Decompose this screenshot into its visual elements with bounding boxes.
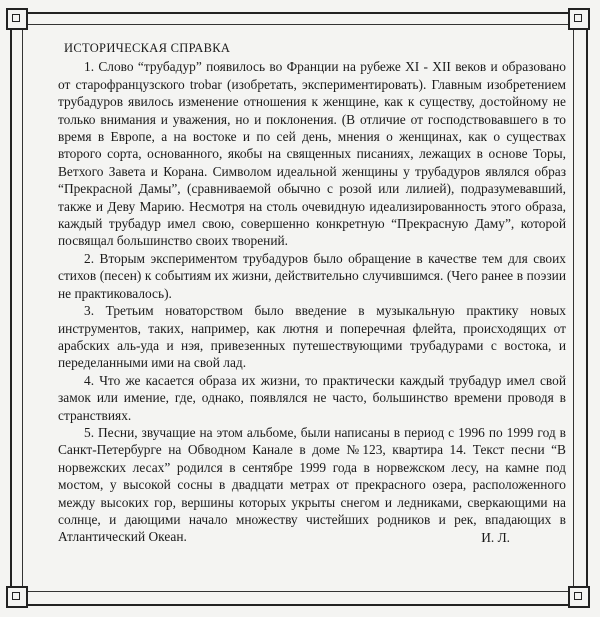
author-signature: И. Л. bbox=[481, 529, 510, 545]
corner-ornament-bottom-right bbox=[568, 586, 590, 608]
corner-ornament-top-left bbox=[6, 8, 28, 30]
paragraph-2: 2. Вторым экспериментом трубадуров было обращение в качестве тем для своих стихов (песен) к событиям их жизни, действительно случившимся. (Чего ранее в поэзии не практиковалось). bbox=[58, 250, 566, 301]
paragraph-1: 1. Слово “трубадур” появилось во Франции на рубеже XI - XII веков и образовано от старофранцузского trobar (изобретать, экспериментировать). Главным изобретением трубадуров явилось изменение отношения к женщине, как к существу, достойному не только внимания и уважения, но и поклонения. (В отличие от господствовавшего в то время в Европе, а на востоке и по сей день, мнения о женщинах, как о существах второго сорта, основанного, якобы на священных писаниях, лежащих в основе Торы, Ветхого Завета и Корана. Символом идеальной женщины у трубадуров являлся образ “Прекрасной Дамы”, (сравниваемой обычно с розой или лилией), подразумевавший, также и Деву Марию. Несмотря на столь очевидную идеализированность этого образа, каждый трубадур имел свою, совершенно конкретную “Прекрасную Даму”, которой посвящал большинство своих творений. bbox=[58, 59, 566, 249]
corner-ornament-bottom-left bbox=[6, 586, 28, 608]
paragraph-5: 5. Песни, звучащие на этом альбоме, были написаны в период с 1996 по 1999 год в Санкт-Петербурге на Обводном Канале в доме №123, квартира 14. Текст песни “В норвежских лесах” родился в сентябре 1999 года в норвежском лесу, на камне под мостом, у высокой сосны в двадцати метрах от прекрасного озера, расположенного между высоких гор, вершины которых укрыты снегом и ледниками, сверкающими на солнце, и дающими начало множеству чистейших родников и рек, впадающих в Атлантический Океан. bbox=[58, 424, 566, 545]
document-heading: ИСТОРИЧЕСКАЯ СПРАВКА bbox=[64, 41, 231, 55]
document-body bbox=[58, 40, 566, 546]
paragraph-3: 3. Третьим новаторством было введение в музыкальную практику новых инструментов, таких, например, как лютня и поперечная флейта, происходящих от арабских аль-уда и нэя, привезенных путешествующими трубадурами с востока, и переделанными ими на свой лад. bbox=[58, 303, 566, 371]
paragraph-4: 4. Что же касается образа их жизни, то практически каждый трубадур имел свой замок или имение, где, однако, появлялся не часто, большинство времени проводя в странствиях. bbox=[58, 372, 566, 423]
corner-ornament-top-right bbox=[568, 8, 590, 30]
